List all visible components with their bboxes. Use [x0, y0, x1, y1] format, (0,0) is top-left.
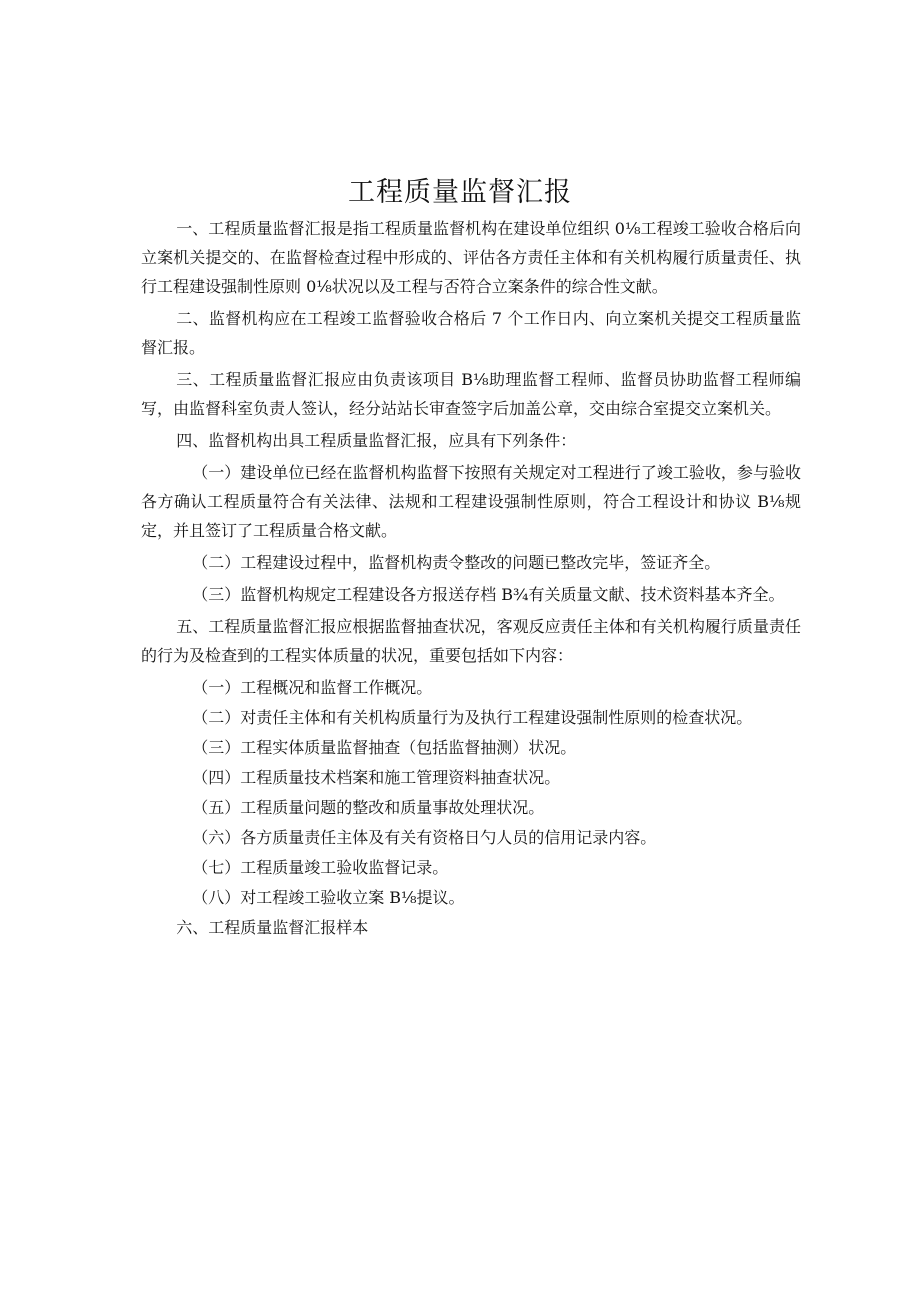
paragraph-sample-heading: 六、工程质量监督汇报样本	[176, 918, 369, 937]
content-item-1: （一）工程概况和监督工作概况。	[192, 678, 433, 697]
paragraph-contents-heading: 五、工程质量监督汇报应根据监督抽查状况，客观反应责任主体和有关机构履行质量责任的行为及检查到的工程实体质量的状况，重要包括如下内容：	[141, 617, 801, 665]
paragraph-authoring: 三、工程质量监督汇报应由负责该项目 B⅛助理监督工程师、监督员协助监督工程师编写，由监督科室负责人签认，经分站站长审查签字后加盖公章，交由综合室提交立案机关。	[141, 370, 801, 418]
paragraph-submission-deadline: 二、监督机构应在工程竣工监督验收合格后 7 个工作日内、向立案机关提交工程质量监督汇报。	[141, 309, 801, 357]
content-item-2: （二）对责任主体和有关机构质量行为及执行工程建设强制性原则的检查状况。	[192, 708, 753, 727]
content-item-7: （七）工程质量竣工验收监督记录。	[192, 858, 449, 877]
paragraph-conditions-heading: 四、监督机构出具工程质量监督汇报，应具有下列条件：	[176, 431, 577, 450]
content-item-4: （四）工程质量技术档案和施工管理资料抽查状况。	[192, 768, 561, 787]
content-item-6: （六）各方质量责任主体及有关有资格日勺人员的信用记录内容。	[192, 828, 657, 847]
condition-item-3: （三）监督机构规定工程建设各方报送存档 B¾有关质量文献、技术资料基本齐全。	[192, 585, 785, 604]
document-title: 工程质量监督汇报	[348, 177, 572, 208]
condition-item-1: （一）建设单位已经在监督机构监督下按照有关规定对工程进行了竣工验收，参与验收各方确认工程质量符合有关法律、法规和工程建设强制性原则，符合工程设计和协议 B⅛规定，并且签订了工程质量合格文献。	[141, 463, 801, 540]
content-item-8: （八）对工程竣工验收立案 B⅛提议。	[192, 888, 465, 907]
content-item-5: （五）工程质量问题的整改和质量事故处理状况。	[192, 798, 545, 817]
content-item-3: （三）工程实体质量监督抽查（包括监督抽测）状况。	[192, 738, 577, 757]
document-body	[141, 214, 801, 945]
condition-item-2: （二）工程建设过程中，监督机构责令整改的问题已整改完毕，签证齐全。	[192, 553, 721, 572]
paragraph-definition: 一、工程质量监督汇报是指工程质量监督机构在建设单位组织 0⅛工程竣工验收合格后向立案机关提交的、在监督检查过程中形成的、评估各方责任主体和有关机构履行质量责任、执行工程建设强制性原则 0⅛状况以及工程与否符合立案条件的综合性文献。	[141, 219, 801, 296]
